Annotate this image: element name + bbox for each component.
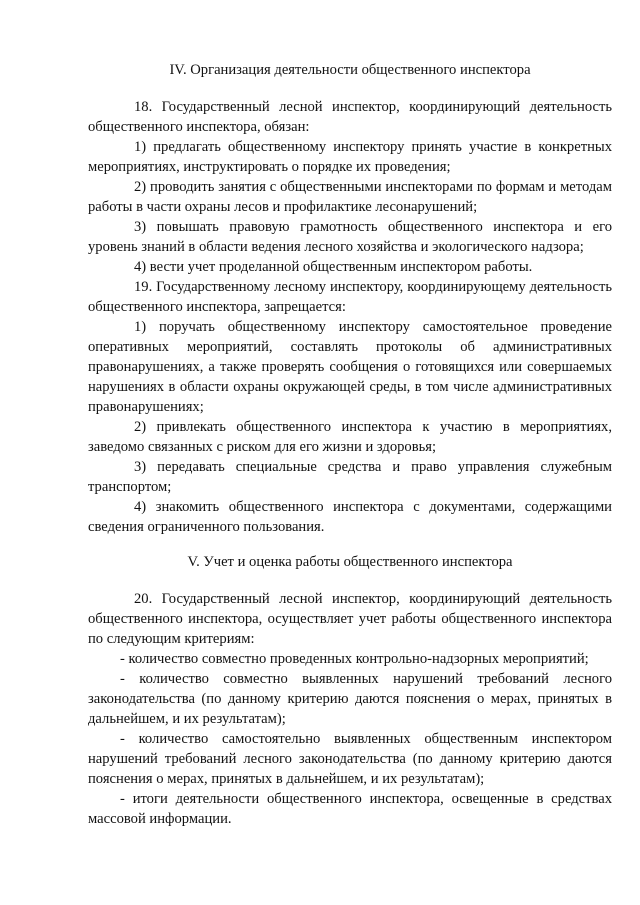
- paragraph-18-item-1: 1) предлагать общественному инспектору принять участие в конкретных мероприятиях, инструктировать о порядке их проведения;: [88, 139, 612, 175]
- criterion-4: - итоги деятельности общественного инспектора, освещенные в средствах массовой информации.: [88, 791, 612, 827]
- section-5-body: [88, 589, 612, 829]
- criterion-3: - количество самостоятельно выявленных общественным инспектором нарушений требований лесного законодательства (по данному критерию даются пояснения о мерах, принятых в дальнейшем, и их результатам);: [88, 731, 612, 787]
- paragraph-18-item-4: 4) вести учет проделанной общественным инспектором работы.: [134, 259, 533, 275]
- paragraph-20: 20. Государственный лесной инспектор, координирующий деятельность общественного инспектора, осуществляет учет работы общественного инспектора по следующим критериям:: [88, 591, 612, 647]
- paragraph-19: 19. Государственному лесному инспектору, координирующему деятельность общественного инспектора, запрещается:: [88, 279, 612, 315]
- paragraph-19-item-3: 3) передавать специальные средства и право управления служебным транспортом;: [88, 459, 612, 495]
- paragraph-19-item-2: 2) привлекать общественного инспектора к участию в мероприятиях, заведомо связанных с риском для его жизни и здоровья;: [88, 419, 612, 455]
- section-4-body: [88, 97, 612, 537]
- paragraph-18-item-3: 3) повышать правовую грамотность общественного инспектора и его уровень знаний в области ведения лесного хозяйства и экологического надзора;: [88, 219, 612, 255]
- section-5-heading: V. Учет и оценка работы общественного инспектора: [187, 554, 513, 570]
- document-page: [88, 0, 612, 905]
- paragraph-18-item-2: 2) проводить занятия с общественными инспекторами по формам и методам работы в части охраны лесов и профилактике лесонарушений;: [88, 179, 612, 215]
- criterion-2: - количество совместно выявленных нарушений требований лесного законодательства (по данному критерию даются пояснения о мерах, принятых в дальнейшем, и их результатам);: [88, 671, 612, 727]
- paragraph-18: 18. Государственный лесной инспектор, координирующий деятельность общественного инспектора, обязан:: [88, 99, 612, 135]
- criterion-1: - количество совместно проведенных контрольно-надзорных мероприятий;: [120, 651, 589, 667]
- section-4-heading: IV. Организация деятельности общественного инспектора: [169, 62, 531, 78]
- paragraph-19-item-1: 1) поручать общественному инспектору самостоятельное проведение оперативных мероприятий, составлять протоколы об административных правонарушениях, а также проверять сообщения о готовящихся или совершаемых нарушениях в области охраны окружающей среды, в том числе административных правонарушениях;: [88, 319, 612, 415]
- paragraph-19-item-4: 4) знакомить общественного инспектора с документами, содержащими сведения ограниченного пользования.: [88, 499, 612, 535]
